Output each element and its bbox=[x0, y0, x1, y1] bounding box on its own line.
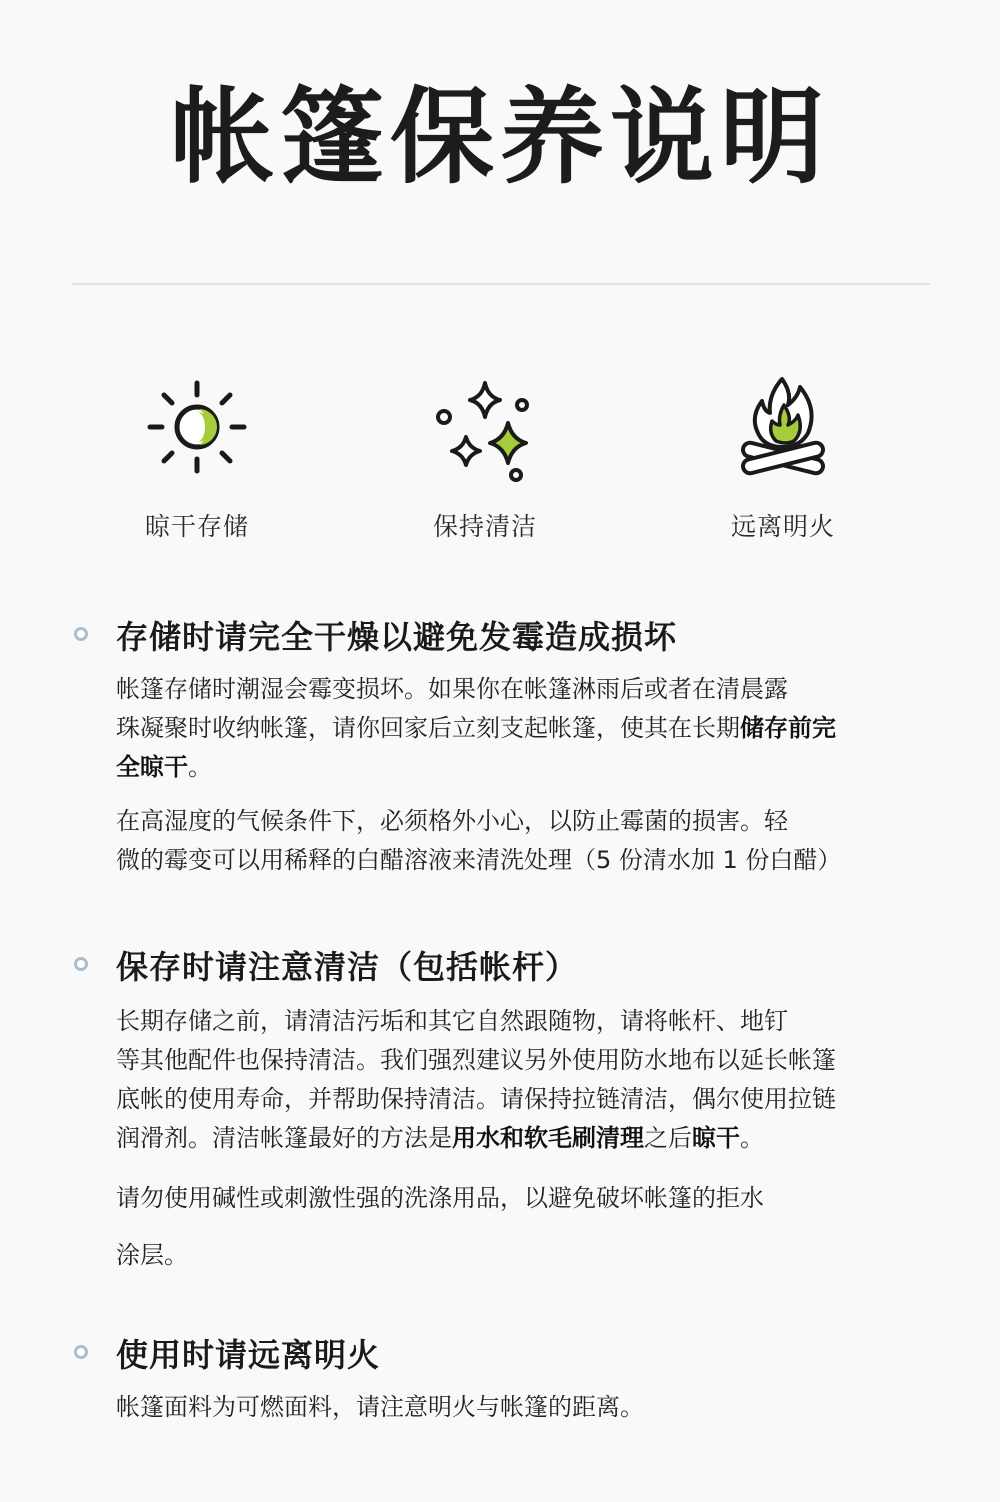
paragraph bbox=[116, 1002, 936, 1158]
bullet-circle bbox=[74, 957, 88, 971]
sun-icon bbox=[97, 375, 297, 485]
paragraph bbox=[116, 1388, 936, 1427]
text-run: 珠凝聚时收纳帐篷，请你回家后立刻支起帐篷，使其在长期 bbox=[116, 714, 740, 742]
sparkle-icon bbox=[385, 375, 585, 485]
text-line: 帐篷存储时潮湿会霉变损坏。如果你在帐篷淋雨后或者在清晨露 bbox=[116, 675, 788, 703]
text-line: 帐篷面料为可燃面料，请注意明火与帐篷的距离。 bbox=[116, 1393, 644, 1421]
feature-dry-storage bbox=[97, 375, 297, 543]
text-line bbox=[116, 709, 936, 748]
text-line: 长期存储之前，请清洁污垢和其它自然跟随物，请将帐杆、地钉 bbox=[116, 1007, 788, 1035]
bold-text: 储存前完 bbox=[740, 714, 836, 742]
paragraph bbox=[116, 802, 936, 880]
feature-label: 远离明火 bbox=[730, 512, 835, 541]
section-heading: 存储时请完全干燥以避免发霉造成损坏 bbox=[116, 618, 678, 656]
bullet-circle bbox=[74, 1345, 88, 1359]
campfire-icon bbox=[683, 375, 883, 485]
bold-text: 全晾干 bbox=[116, 753, 188, 781]
bold-text: 晾干 bbox=[692, 1124, 740, 1152]
text-line: 等其他配件也保持清洁。我们强烈建议另外使用防水地布以延长帐篷 bbox=[116, 1046, 836, 1074]
text-line: 请勿使用碱性或刺激性强的洗涤用品，以避免破坏帐篷的拒水 bbox=[116, 1184, 764, 1212]
feature-label: 保持清洁 bbox=[432, 512, 537, 541]
section-heading: 使用时请远离明火 bbox=[116, 1336, 381, 1374]
text-line: 微的霉变可以用稀释的白醋溶液来清洗处理（5 份清水加 1 份白醋） bbox=[116, 846, 842, 874]
feature-keep-clean bbox=[385, 375, 585, 543]
paragraph bbox=[116, 670, 936, 787]
page-title: 帐篷保养说明 bbox=[169, 76, 830, 198]
paragraph bbox=[116, 1170, 936, 1284]
bold-text: 用水和软毛刷清理 bbox=[452, 1124, 644, 1152]
section-heading: 保存时请注意清洁（包括帐杆） bbox=[116, 948, 579, 986]
text-line bbox=[116, 748, 936, 787]
text-line: 底帐的使用寿命，并帮助保持清洁。请保持拉链清洁，偶尔使用拉链 bbox=[116, 1085, 836, 1113]
text-run: 之后 bbox=[644, 1124, 692, 1152]
text-run: 。 bbox=[188, 753, 212, 781]
bullet-circle bbox=[74, 627, 88, 641]
text-line: 在高湿度的气候条件下，必须格外小心，以防止霉菌的损害。轻 bbox=[116, 807, 788, 835]
feature-label: 晾干存储 bbox=[144, 512, 249, 541]
divider bbox=[72, 283, 930, 285]
text-line: 涂层。 bbox=[116, 1241, 188, 1269]
text-run: 。 bbox=[740, 1124, 764, 1152]
text-run: 润滑剂。清洁帐篷最好的方法是 bbox=[116, 1124, 452, 1152]
feature-avoid-fire bbox=[683, 375, 883, 543]
text-line bbox=[116, 1119, 936, 1158]
